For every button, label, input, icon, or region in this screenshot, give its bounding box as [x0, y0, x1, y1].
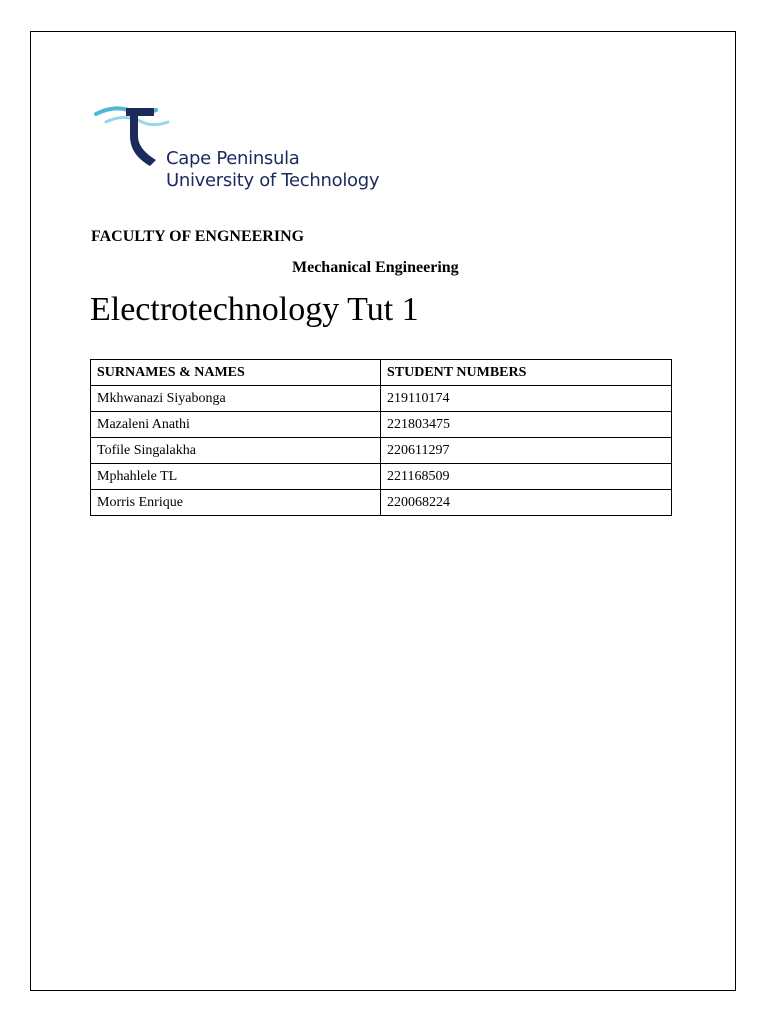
logo-text-line-1: Cape Peninsula [166, 148, 300, 169]
document-title: Electrotechnology Tut 1 [90, 291, 419, 328]
student-number-cell: 221803475 [381, 412, 672, 438]
table-row [91, 464, 672, 490]
column-header-names: SURNAMES & NAMES [91, 360, 381, 386]
student-name-cell: Tofile Singalakha [91, 438, 381, 464]
faculty-heading: FACULTY OF ENGNEERING [91, 228, 305, 245]
student-name-cell: Mphahlele TL [91, 464, 381, 490]
table-row [91, 438, 672, 464]
student-number-cell: 219110174 [381, 386, 672, 412]
student-number-cell: 221168509 [381, 464, 672, 490]
student-table [90, 359, 672, 516]
student-name-cell: Mkhwanazi Siyabonga [91, 386, 381, 412]
department-heading: Mechanical Engineering [292, 259, 459, 276]
student-number-cell: 220068224 [381, 490, 672, 516]
logo-text-line-2: University of Technology [166, 170, 380, 191]
university-logo-icon [94, 98, 174, 178]
student-number-cell: 220611297 [381, 438, 672, 464]
student-name-cell: Mazaleni Anathi [91, 412, 381, 438]
table-row [91, 412, 672, 438]
table-header-row [91, 360, 672, 386]
university-logo [94, 98, 380, 208]
table-row [91, 386, 672, 412]
column-header-student-numbers: STUDENT NUMBERS [381, 360, 672, 386]
table-row [91, 490, 672, 516]
student-name-cell: Morris Enrique [91, 490, 381, 516]
